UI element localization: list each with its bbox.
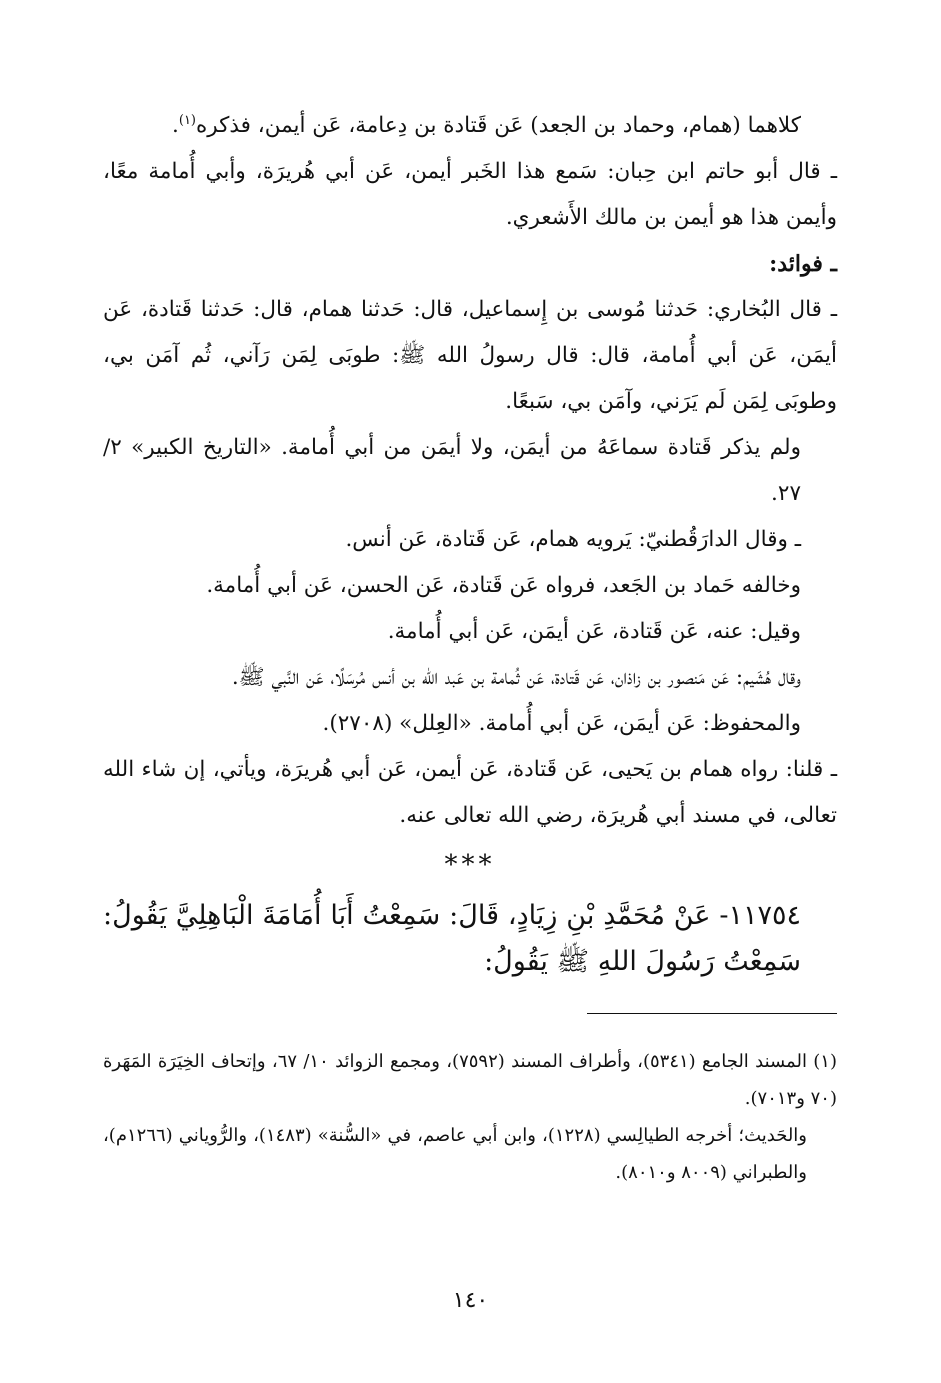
footnote-1-hadith: والحَديث؛ أخرجه الطيالِسي (١٢٢٨)، وابن أبي عاصم، في «السُّنة» (١٤٨٣)، والرُّوياني (١٢٦٦م)، والطبراني (٨٠٠٩ و٨٠١٠). [103, 1125, 807, 1184]
paragraph-ibn-hibban: ـ قال أبو حاتم ابن حِبان: سَمع هذا الخَبر أيمن، عَن أبي هُريرَة، وأبي أُمامة معًا، وأيمن هذا هو أيمن بن مالك الأَشعري. [103, 159, 837, 231]
page-number: ١٤٠ [452, 1288, 489, 1313]
hadith-text: ١١٧٥٤- عَنْ مُحَمَّدِ بْنِ زِيَادٍ، قَالَ: سَمِعْتُ أَبَا أُمَامَةَ الْبَاهِلِيَّ يَقُولُ: سَمِعْتُ رَسُولَ اللهِ ﷺ يَقُولُ: [103, 900, 801, 978]
intro-end: . [172, 113, 179, 139]
intro-line [103, 98, 837, 149]
paragraph-mahfuz: والمحفوظ: عَن أيمَن، عَن أبي أُمامة. «العِلل» (٢٧٠٨). [322, 711, 801, 737]
footnote-1: (١) المسند الجامع (٥٣٤١)، وأطراف المسند (٧٥٩٢)، ومجمع الزوائد ١٠/ ٦٧، وإتحاف الخِيَرَة المَهَرة (٧٠ و٧٠١٣). [103, 1051, 837, 1110]
footnote-marker[interactable]: (١) [178, 113, 196, 128]
intro-text: كلاهما (همام، وحماد بن الجعد) عَن قَتادة بن دِعامة، عَن أيمن، فذكره [196, 113, 801, 139]
footnote-divider [103, 985, 837, 1043]
paragraph-qulna: ـ قلنا: رواه همام بن يَحيى، عَن قَتادة، عَن أيمن، عَن أبي هُريرَة، ويأتي، إن شاء الله تعالى، في مسند أبي هُريرَة، رضي الله تعالى عنه. [103, 757, 837, 829]
section-heading-fawaid: ـ فوائد: [769, 251, 837, 278]
paragraph-daraqutni: ـ وقال الدارَقُطنيّ: يَرويه همام، عَن قَتادة، عَن أنس. [345, 527, 801, 553]
paragraph-hushaym: وقال هُشَيم: عَن مَنصور بن زاذان، عَن قَتادة، عَن ثُمامة بن عَبد الله بن أنس مُرسَلًا، عَن النَّبي ﷺ. [231, 665, 801, 691]
paragraph-bukhari: ـ قال البُخاري: حَدثنا مُوسى بن إِسماعيل، قال: حَدثنا همام، قال: حَدثنا قَتادة، عَن أيمَن، عَن أبي أُمامة، قال: قال رسولُ الله ﷺ: طوبَى لِمَن رَآني، ثُم آمَن بي، وطوبَى لِمَن لَم يَرَني، وآمَن بي، سَبعًا. [103, 297, 837, 415]
paragraph-qil: وقيل: عنه، عَن قَتادة، عَن أيمَن، عَن أبي أُمامة. [387, 619, 801, 645]
section-separator: *** [444, 850, 496, 881]
paragraph-lam-yadhkur: ولم يذكر قَتادة سماعَهُ من أيمَن، ولا أيمَن من أبي أُمامة. «التاريخ الكبير» ٢/ ٢٧. [103, 435, 801, 507]
paragraph-khalafahu: وخالفه حَماد بن الجَعد، فرواه عَن قَتادة، عَن الحسن، عَن أبي أُمامة. [206, 573, 801, 599]
